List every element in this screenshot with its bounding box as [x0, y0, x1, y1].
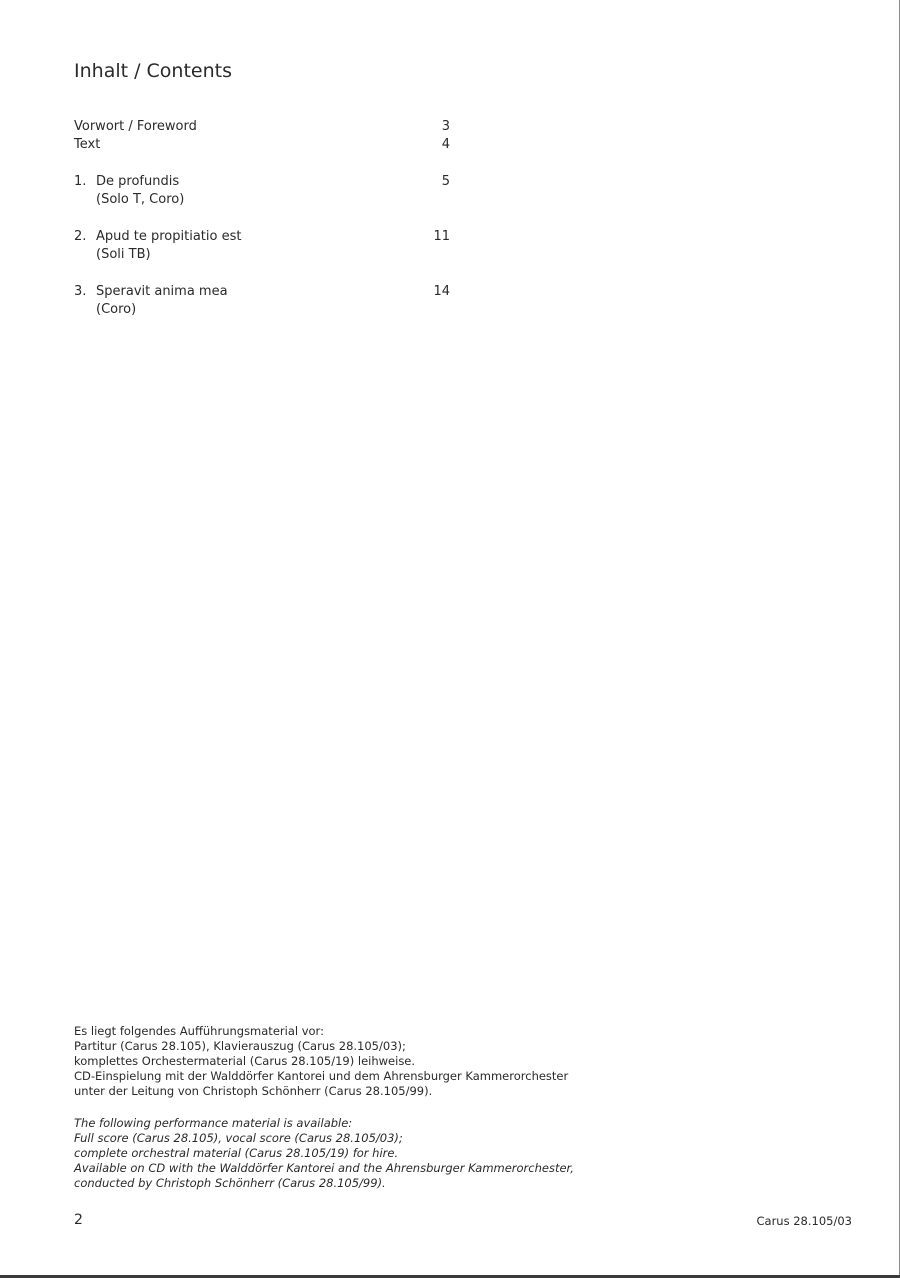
performance-material-german	[74, 1024, 634, 1099]
table-of-contents	[74, 118, 454, 319]
material-line: unter der Leitung von Christoph Schönherr (Carus 28.105/99).	[74, 1084, 433, 1098]
movement-number: 3.	[74, 284, 87, 299]
movement-voices: (Solo T, Coro)	[96, 192, 185, 207]
toc-entry-text[interactable]	[74, 136, 454, 154]
material-line: Full score (Carus 28.105), vocal score (Carus 28.105/03);	[74, 1131, 403, 1145]
toc-entry-movement-2[interactable]	[74, 228, 454, 246]
movement-title: De profundis	[96, 174, 180, 189]
toc-entry-movement-1[interactable]	[74, 173, 454, 191]
toc-entry-foreword[interactable]	[74, 118, 454, 136]
page-title: Inhalt / Contents	[74, 60, 233, 82]
toc-entry-label: Text	[74, 137, 101, 152]
toc-entry-page: 11	[433, 229, 450, 244]
movement-title: Apud te propitiatio est	[96, 229, 242, 244]
catalog-number: Carus 28.105/03	[756, 1214, 852, 1228]
material-line: conducted by Christoph Schönherr (Carus 28.105/99).	[74, 1176, 386, 1190]
toc-entry-page: 3	[441, 119, 450, 134]
movement-title: Speravit anima mea	[96, 284, 228, 299]
movement-voices: (Soli TB)	[96, 247, 151, 262]
toc-entry-page: 4	[441, 137, 450, 152]
performance-material-english	[74, 1116, 634, 1191]
movement-number: 2.	[74, 229, 87, 244]
material-line: komplettes Orchestermaterial (Carus 28.105/19) leihweise.	[74, 1054, 416, 1068]
page-number: 2	[74, 1212, 83, 1228]
toc-entry-movement-3[interactable]	[74, 283, 454, 301]
toc-entry-page: 5	[441, 174, 450, 189]
movement-voices: (Coro)	[96, 302, 137, 317]
movement-number: 1.	[74, 174, 87, 189]
material-line: CD-Einspielung mit der Walddörfer Kantorei und dem Ahrensburger Kammerorchester	[74, 1069, 569, 1083]
toc-entry-page: 14	[433, 284, 450, 299]
material-line: complete orchestral material (Carus 28.105/19) for hire.	[74, 1146, 399, 1160]
toc-entry-label: Vorwort / Foreword	[74, 119, 197, 134]
material-line: The following performance material is available:	[74, 1116, 353, 1130]
material-line: Available on CD with the Walddörfer Kantorei and the Ahrensburger Kammerorchester,	[74, 1161, 574, 1175]
material-line: Es liegt folgendes Aufführungsmaterial vor:	[74, 1024, 324, 1038]
material-line: Partitur (Carus 28.105), Klavierauszug (Carus 28.105/03);	[74, 1039, 406, 1053]
